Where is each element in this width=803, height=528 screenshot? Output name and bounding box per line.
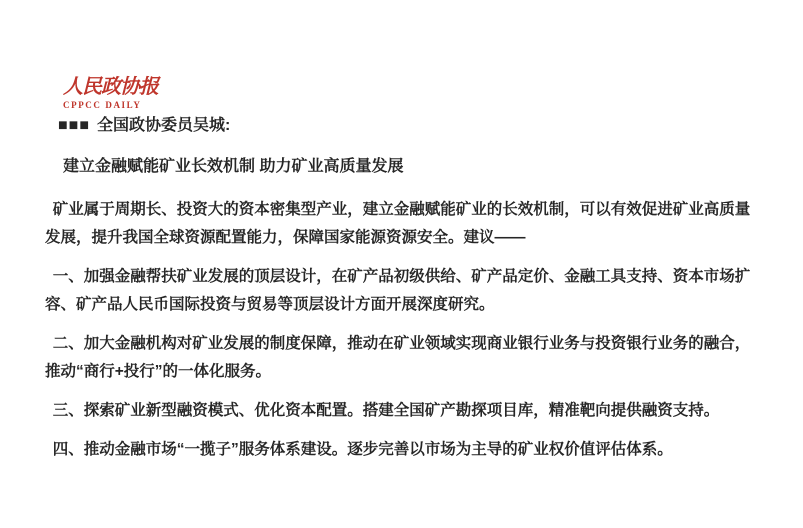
- byline-text: 全国政协委员吴城:: [97, 117, 231, 134]
- article-paragraph: 二、加大金融机构对矿业发展的制度保障，推动在矿业领域实现商业银行业务与投资银行业务的融合，推动“商行+投行”的一体化服务。: [45, 335, 751, 380]
- article-paragraph: 四、推动金融市场“一揽子”服务体系建设。逐步完善以市场为主导的矿业权价值评估体系。: [52, 441, 673, 458]
- article-paragraph: 三、探索矿业新型融资模式、优化资本配置。搭建全国矿产勘探项目库，精准靶向提供融资支持。: [52, 402, 720, 419]
- article-body: [45, 196, 762, 464]
- byline: [58, 116, 763, 136]
- newspaper-logo: 人民政协报: [63, 76, 158, 98]
- article-paragraph: 矿业属于周期长、投资大的资本密集型产业，建立金融赋能矿业的长效机制，可以有效促进矿业高质量发展，提升我国全球资源配置能力，保障国家能源资源安全。建议——: [45, 201, 751, 246]
- masthead: [63, 77, 763, 110]
- article-paragraph: 一、加强金融帮扶矿业发展的顶层设计，在矿产品初级供给、矿产品定价、金融工具支持、资本市场扩容、矿产品人民币国际投资与贸易等顶层设计方面开展深度研究。: [45, 268, 751, 313]
- newspaper-logo-subtitle: CPPCC DAILY: [63, 100, 142, 110]
- byline-square-markers: ■■■: [58, 117, 90, 134]
- article-title: 建立金融赋能矿业长效机制 助力矿业高质量发展: [63, 158, 404, 175]
